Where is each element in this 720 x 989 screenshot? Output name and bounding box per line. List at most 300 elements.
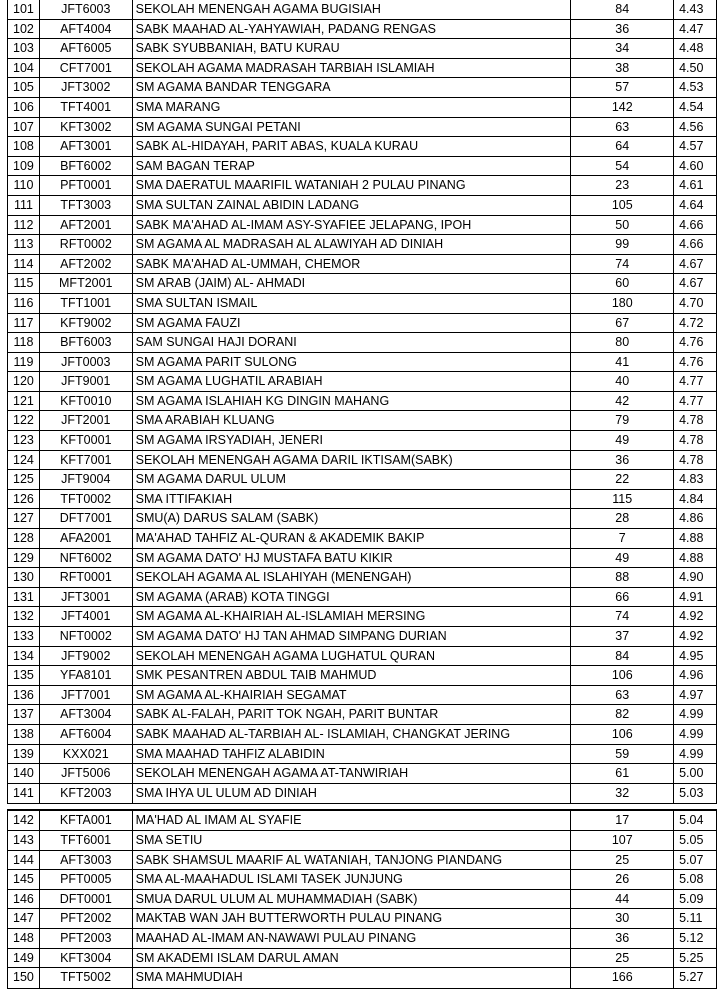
table-row (8, 745, 716, 765)
school-code-cell: KFT3004 (40, 949, 133, 968)
table-row (8, 470, 716, 490)
school-code-cell: AFA2001 (40, 529, 133, 548)
student-count-cell: 74 (571, 607, 674, 626)
row-number-cell: 132 (8, 607, 40, 626)
row-number-cell: 133 (8, 627, 40, 646)
row-number-cell: 105 (8, 78, 40, 97)
school-name-cell: SABK AL-FALAH, PARIT TOK NGAH, PARIT BUNTAR (133, 705, 572, 724)
table-row (8, 509, 716, 529)
table-row (8, 20, 716, 40)
row-number-cell: 107 (8, 118, 40, 137)
student-count-cell: 32 (571, 784, 674, 804)
school-name-cell: SMA SULTAN ISMAIL (133, 294, 572, 313)
school-name-cell: SM AGAMA IRSYADIAH, JENERI (133, 431, 572, 450)
row-number-cell: 122 (8, 411, 40, 430)
student-count-cell: 36 (571, 451, 674, 470)
row-number-cell: 134 (8, 647, 40, 666)
table-row (8, 490, 716, 510)
row-number-cell: 126 (8, 490, 40, 509)
gps-score-cell: 4.99 (679, 707, 704, 722)
school-name-cell: SEKOLAH MENENGAH AGAMA AT-TANWIRIAH (133, 764, 572, 783)
gps-score-cell: 4.91 (679, 589, 704, 604)
student-count-cell: 88 (571, 568, 674, 587)
gps-score-cell: 4.90 (679, 570, 704, 585)
row-number-cell: 106 (8, 98, 40, 117)
row-number-cell: 137 (8, 705, 40, 724)
school-code-cell: BFT6002 (40, 157, 133, 176)
school-code-cell: KFT0010 (40, 392, 133, 411)
gps-score-cell: 4.72 (679, 315, 704, 330)
student-count-cell: 180 (571, 294, 674, 313)
student-count-cell: 17 (571, 811, 674, 830)
student-count-cell: 115 (571, 490, 674, 509)
school-code-cell: KFT9002 (40, 314, 133, 333)
row-number-cell: 119 (8, 353, 40, 372)
school-name-cell: SM AGAMA AL MADRASAH AL ALAWIYAH AD DINIAH (133, 235, 572, 254)
gps-score-cell: 4.88 (679, 550, 704, 565)
gps-score-cell: 5.11 (679, 911, 703, 926)
school-code-cell: JFT3001 (40, 588, 133, 607)
gps-score-cell: 4.64 (679, 197, 704, 212)
table-row (8, 851, 716, 871)
school-name-cell: SAM BAGAN TERAP (133, 157, 572, 176)
school-code-cell: DFT0001 (40, 890, 133, 909)
gps-score-cell: 4.61 (679, 178, 704, 193)
gps-score-cell: 4.76 (679, 354, 704, 369)
gps-score-cell: 4.57 (679, 139, 704, 154)
school-name-cell: SABK MA'AHAD AL-UMMAH, CHEMOR (133, 255, 572, 274)
table-row (8, 176, 716, 196)
school-name-cell: SM AGAMA LUGHATIL ARABIAH (133, 372, 572, 391)
school-code-cell: TFT1001 (40, 294, 133, 313)
row-number-cell: 113 (8, 235, 40, 254)
school-name-cell: SM AGAMA BANDAR TENGGARA (133, 78, 572, 97)
gps-score-cell: 4.53 (679, 80, 704, 95)
table-row (8, 451, 716, 471)
row-number-cell: 131 (8, 588, 40, 607)
gps-score-cell: 4.50 (679, 60, 704, 75)
table-row (8, 372, 716, 392)
school-code-cell: JFT9002 (40, 647, 133, 666)
table-row (8, 529, 716, 549)
school-name-cell: MAAHAD AL-IMAM AN-NAWAWI PULAU PINANG (133, 929, 572, 948)
row-number-cell: 121 (8, 392, 40, 411)
school-code-cell: TFT6001 (40, 831, 133, 850)
school-name-cell: SMA SETIU (133, 831, 572, 850)
gps-score-cell: 4.78 (679, 452, 704, 467)
table-row (8, 831, 716, 851)
table-row (8, 705, 716, 725)
school-code-cell: NFT6002 (40, 549, 133, 568)
school-code-cell: MFT2001 (40, 274, 133, 293)
row-number-cell: 143 (8, 831, 40, 850)
row-number-cell: 108 (8, 137, 40, 156)
student-count-cell: 142 (571, 98, 674, 117)
row-number-cell: 139 (8, 745, 40, 764)
gps-score-cell: 4.78 (679, 433, 704, 448)
row-number-cell: 116 (8, 294, 40, 313)
school-name-cell: SABK AL-HIDAYAH, PARIT ABAS, KUALA KURAU (133, 137, 572, 156)
gps-score-cell: 4.66 (679, 237, 704, 252)
school-code-cell: AFT6005 (40, 39, 133, 58)
student-count-cell: 54 (571, 157, 674, 176)
row-number-cell: 150 (8, 968, 40, 988)
student-count-cell: 44 (571, 890, 674, 909)
school-code-cell: PFT2002 (40, 909, 133, 928)
school-name-cell: SM AKADEMI ISLAM DARUL AMAN (133, 949, 572, 968)
school-code-cell: JFT5006 (40, 764, 133, 783)
school-code-cell: JFT3002 (40, 78, 133, 97)
student-count-cell: 99 (571, 235, 674, 254)
table-block-2 (7, 809, 717, 988)
school-code-cell: RFT0001 (40, 568, 133, 587)
table-row (8, 686, 716, 706)
table-row (8, 314, 716, 334)
gps-score-cell: 5.07 (679, 852, 704, 867)
student-count-cell: 50 (571, 216, 674, 235)
school-code-cell: JFT9004 (40, 470, 133, 489)
school-code-cell: NFT0002 (40, 627, 133, 646)
school-name-cell: SM AGAMA ISLAHIAH KG DINGIN MAHANG (133, 392, 572, 411)
table-row (8, 588, 716, 608)
school-code-cell: KXX021 (40, 745, 133, 764)
school-name-cell: SEKOLAH AGAMA MADRASAH TARBIAH ISLAMIAH (133, 59, 572, 78)
row-number-cell: 148 (8, 929, 40, 948)
school-code-cell: AFT6004 (40, 725, 133, 744)
school-code-cell: AFT3003 (40, 851, 133, 870)
school-name-cell: SEKOLAH MENENGAH AGAMA DARIL IKTISAM(SABK) (133, 451, 572, 470)
school-code-cell: AFT4004 (40, 20, 133, 39)
row-number-cell: 118 (8, 333, 40, 352)
gps-score-cell: 5.08 (679, 872, 704, 887)
row-number-cell: 136 (8, 686, 40, 705)
table-row (8, 235, 716, 255)
student-count-cell: 36 (571, 20, 674, 39)
student-count-cell: 23 (571, 176, 674, 195)
gps-score-cell: 4.48 (679, 41, 704, 56)
student-count-cell: 38 (571, 59, 674, 78)
school-name-cell: SABK MA'AHAD AL-IMAM ASY-SYAFIEE JELAPANG, IPOH (133, 216, 572, 235)
row-number-cell: 130 (8, 568, 40, 587)
table-row (8, 627, 716, 647)
table-row (8, 216, 716, 236)
school-code-cell: AFT3001 (40, 137, 133, 156)
table-row (8, 568, 716, 588)
gps-score-cell: 5.04 (679, 813, 704, 828)
school-name-cell: SM AGAMA AL-KHAIRIAH AL-ISLAMIAH MERSING (133, 607, 572, 626)
row-number-cell: 149 (8, 949, 40, 968)
table-row (8, 725, 716, 745)
school-code-cell: AFT2002 (40, 255, 133, 274)
student-count-cell: 166 (571, 968, 674, 988)
table-row (8, 294, 716, 314)
school-code-cell: BFT6003 (40, 333, 133, 352)
school-code-cell: AFT3004 (40, 705, 133, 724)
student-count-cell: 63 (571, 118, 674, 137)
student-count-cell: 34 (571, 39, 674, 58)
gps-score-cell: 5.12 (679, 930, 704, 945)
student-count-cell: 22 (571, 470, 674, 489)
gps-score-cell: 5.03 (679, 785, 704, 800)
row-number-cell: 123 (8, 431, 40, 450)
table-row (8, 549, 716, 569)
table-row (8, 157, 716, 177)
row-number-cell: 124 (8, 451, 40, 470)
gps-score-cell: 4.70 (679, 295, 704, 310)
school-name-cell: SEKOLAH MENENGAH AGAMA LUGHATUL QURAN (133, 647, 572, 666)
table-row (8, 411, 716, 431)
school-code-cell: PFT2003 (40, 929, 133, 948)
row-number-cell: 102 (8, 20, 40, 39)
school-code-cell: PFT0001 (40, 176, 133, 195)
table-block-1 (7, 0, 717, 804)
student-count-cell: 66 (571, 588, 674, 607)
table-row (8, 607, 716, 627)
student-count-cell: 40 (571, 372, 674, 391)
row-number-cell: 101 (8, 0, 40, 19)
table-row (8, 647, 716, 667)
student-count-cell: 63 (571, 686, 674, 705)
school-name-cell: SMA ARABIAH KLUANG (133, 411, 572, 430)
school-name-cell: SM AGAMA AL-KHAIRIAH SEGAMAT (133, 686, 572, 705)
gps-score-cell: 4.92 (679, 629, 704, 643)
student-count-cell: 25 (571, 949, 674, 968)
table-row (8, 274, 716, 294)
student-count-cell: 105 (571, 196, 674, 215)
gps-score-cell: 4.76 (679, 335, 704, 350)
school-code-cell: JFT6003 (40, 0, 133, 19)
student-count-cell: 60 (571, 274, 674, 293)
student-count-cell: 106 (571, 725, 674, 744)
table-row (8, 0, 716, 20)
school-name-cell: SABK SYUBBANIAH, BATU KURAU (133, 39, 572, 58)
table-row (8, 255, 716, 275)
school-code-cell: KFT3002 (40, 118, 133, 137)
table-row (8, 78, 716, 98)
gps-score-cell: 4.54 (679, 99, 704, 114)
table-row (8, 968, 716, 988)
row-number-cell: 104 (8, 59, 40, 78)
school-name-cell: SABK MAAHAD AL-TARBIAH AL- ISLAMIAH, CHANGKAT JERING (133, 725, 572, 744)
school-code-cell: DFT7001 (40, 509, 133, 528)
school-name-cell: SM ARAB (JAIM) AL- AHMADI (133, 274, 572, 293)
table-row (8, 118, 716, 138)
gps-score-cell: 5.00 (679, 766, 704, 781)
student-count-cell: 84 (571, 0, 674, 19)
student-count-cell: 107 (571, 831, 674, 850)
row-number-cell: 135 (8, 666, 40, 685)
school-name-cell: SM AGAMA SUNGAI PETANI (133, 118, 572, 137)
gps-score-cell: 4.99 (679, 726, 704, 741)
gps-score-cell: 4.97 (679, 687, 704, 702)
student-count-cell: 7 (571, 529, 674, 548)
gps-score-cell: 4.67 (679, 256, 704, 271)
row-number-cell: 144 (8, 851, 40, 870)
school-code-cell: JFT0003 (40, 353, 133, 372)
school-name-cell: SMUA DARUL ULUM AL MUHAMMADIAH (SABK) (133, 890, 572, 909)
school-ranking-table (7, 0, 717, 989)
student-count-cell: 41 (571, 353, 674, 372)
school-name-cell: SEKOLAH AGAMA AL ISLAHIYAH (MENENGAH) (133, 568, 572, 587)
school-code-cell: TFT3003 (40, 196, 133, 215)
table-row (8, 929, 716, 949)
student-count-cell: 82 (571, 705, 674, 724)
school-code-cell: YFA8101 (40, 666, 133, 685)
school-name-cell: SMA MAHMUDIAH (133, 968, 572, 988)
school-code-cell: JFT9001 (40, 372, 133, 391)
table-row (8, 333, 716, 353)
gps-score-cell: 4.60 (679, 158, 704, 173)
school-name-cell: SM AGAMA DARUL ULUM (133, 470, 572, 489)
school-name-cell: SMA AL-MAAHADUL ISLAMI TASEK JUNJUNG (133, 870, 572, 889)
row-number-cell: 146 (8, 890, 40, 909)
gps-score-cell: 4.66 (679, 217, 704, 232)
gps-score-cell: 4.99 (679, 746, 704, 761)
school-code-cell: PFT0005 (40, 870, 133, 889)
school-name-cell: SAM SUNGAI HAJI DORANI (133, 333, 572, 352)
gps-score-cell: 4.77 (679, 393, 704, 408)
student-count-cell: 37 (571, 627, 674, 646)
school-code-cell: KFT0001 (40, 431, 133, 450)
gps-score-cell: 5.27 (679, 970, 704, 985)
student-count-cell: 106 (571, 666, 674, 685)
school-name-cell: SMA MARANG (133, 98, 572, 117)
row-number-cell: 145 (8, 870, 40, 889)
school-name-cell: SABK MAAHAD AL-YAHYAWIAH, PADANG RENGAS (133, 20, 572, 39)
student-count-cell: 25 (571, 851, 674, 870)
gps-score-cell: 4.83 (679, 472, 704, 487)
gps-score-cell: 4.88 (679, 531, 704, 546)
student-count-cell: 49 (571, 431, 674, 450)
school-code-cell: KFT2003 (40, 784, 133, 804)
table-row (8, 811, 716, 831)
school-name-cell: SEKOLAH MENENGAH AGAMA BUGISIAH (133, 0, 572, 19)
school-name-cell: SMA DAERATUL MAARIFIL WATANIAH 2 PULAU PINANG (133, 176, 572, 195)
school-name-cell: SMK PESANTREN ABDUL TAIB MAHMUD (133, 666, 572, 685)
gps-score-cell: 4.56 (679, 119, 704, 134)
row-number-cell: 117 (8, 314, 40, 333)
row-number-cell: 112 (8, 216, 40, 235)
row-number-cell: 120 (8, 372, 40, 391)
school-code-cell: JFT7001 (40, 686, 133, 705)
row-number-cell: 109 (8, 157, 40, 176)
table-row (8, 59, 716, 79)
student-count-cell: 61 (571, 764, 674, 783)
row-number-cell: 115 (8, 274, 40, 293)
gps-score-cell: 4.86 (679, 511, 704, 526)
school-name-cell: SMA SULTAN ZAINAL ABIDIN LADANG (133, 196, 572, 215)
school-name-cell: MAKTAB WAN JAH BUTTERWORTH PULAU PINANG (133, 909, 572, 928)
gps-score-cell: 4.77 (679, 374, 704, 389)
row-number-cell: 142 (8, 811, 40, 830)
student-count-cell: 80 (571, 333, 674, 352)
table-row (8, 39, 716, 59)
school-code-cell: TFT0002 (40, 490, 133, 509)
row-number-cell: 114 (8, 255, 40, 274)
school-name-cell: SMA ITTIFAKIAH (133, 490, 572, 509)
school-code-cell: RFT0002 (40, 235, 133, 254)
row-number-cell: 141 (8, 784, 40, 804)
student-count-cell: 57 (571, 78, 674, 97)
school-code-cell: JFT4001 (40, 607, 133, 626)
school-name-cell: SMA MAAHAD TAHFIZ ALABIDIN (133, 745, 572, 764)
school-code-cell: TFT5002 (40, 968, 133, 988)
table-row (8, 137, 716, 157)
school-name-cell: SMA IHYA UL ULUM AD DINIAH (133, 784, 572, 804)
gps-score-cell: 4.43 (679, 2, 704, 16)
row-number-cell: 125 (8, 470, 40, 489)
student-count-cell: 30 (571, 909, 674, 928)
table-row (8, 764, 716, 784)
table-row (8, 666, 716, 686)
row-number-cell: 129 (8, 549, 40, 568)
school-name-cell: SM AGAMA (ARAB) KOTA TINGGI (133, 588, 572, 607)
student-count-cell: 28 (571, 509, 674, 528)
student-count-cell: 49 (571, 549, 674, 568)
table-row (8, 890, 716, 910)
school-code-cell: TFT4001 (40, 98, 133, 117)
table-row (8, 949, 716, 969)
row-number-cell: 140 (8, 764, 40, 783)
school-name-cell: SM AGAMA PARIT SULONG (133, 353, 572, 372)
row-number-cell: 111 (8, 196, 40, 215)
table-row (8, 431, 716, 451)
student-count-cell: 74 (571, 255, 674, 274)
gps-score-cell: 5.25 (679, 950, 704, 965)
student-count-cell: 59 (571, 745, 674, 764)
table-row (8, 98, 716, 118)
gps-score-cell: 4.95 (679, 648, 704, 663)
student-count-cell: 42 (571, 392, 674, 411)
row-number-cell: 110 (8, 176, 40, 195)
row-number-cell: 103 (8, 39, 40, 58)
table-row (8, 784, 716, 804)
student-count-cell: 67 (571, 314, 674, 333)
school-name-cell: SM AGAMA DATO' HJ TAN AHMAD SIMPANG DURIAN (133, 627, 572, 646)
school-name-cell: MA'AHAD TAHFIZ AL-QURAN & AKADEMIK BAKIP (133, 529, 572, 548)
table-row (8, 870, 716, 890)
school-code-cell: KFT7001 (40, 451, 133, 470)
gps-score-cell: 4.92 (679, 609, 704, 624)
gps-score-cell: 4.78 (679, 413, 704, 428)
table-row (8, 353, 716, 373)
school-name-cell: SM AGAMA FAUZI (133, 314, 572, 333)
school-name-cell: SMU(A) DARUS SALAM (SABK) (133, 509, 572, 528)
row-number-cell: 138 (8, 725, 40, 744)
school-name-cell: SABK SHAMSUL MAARIF AL WATANIAH, TANJONG PIANDANG (133, 851, 572, 870)
school-code-cell: JFT2001 (40, 411, 133, 430)
table-row (8, 909, 716, 929)
gps-score-cell: 4.47 (679, 21, 704, 36)
student-count-cell: 36 (571, 929, 674, 948)
row-number-cell: 147 (8, 909, 40, 928)
school-code-cell: AFT2001 (40, 216, 133, 235)
school-name-cell: MA'HAD AL IMAM AL SYAFIE (133, 811, 572, 830)
gps-score-cell: 5.05 (679, 832, 704, 847)
student-count-cell: 79 (571, 411, 674, 430)
table-row (8, 392, 716, 412)
school-name-cell: SM AGAMA DATO' HJ MUSTAFA BATU KIKIR (133, 549, 572, 568)
row-number-cell: 127 (8, 509, 40, 528)
gps-score-cell: 4.84 (679, 491, 704, 506)
school-code-cell: CFT7001 (40, 59, 133, 78)
gps-score-cell: 5.09 (679, 891, 704, 906)
student-count-cell: 26 (571, 870, 674, 889)
student-count-cell: 84 (571, 647, 674, 666)
row-number-cell: 128 (8, 529, 40, 548)
student-count-cell: 64 (571, 137, 674, 156)
table-row (8, 196, 716, 216)
